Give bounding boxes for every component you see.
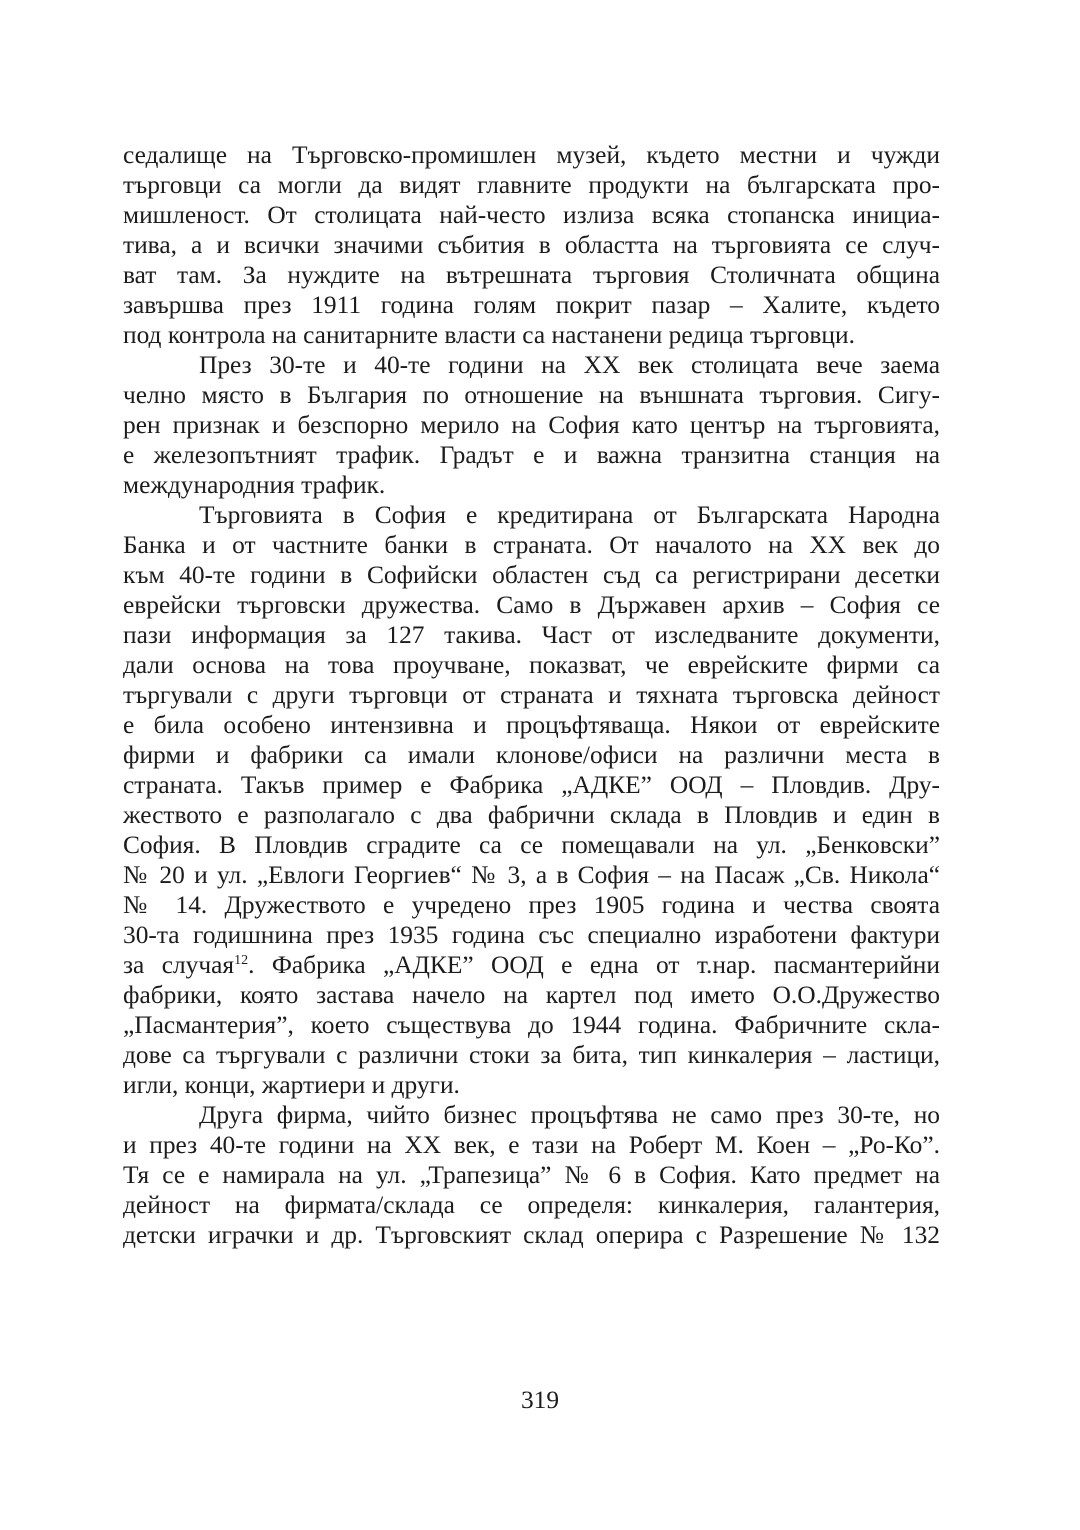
text-line: търговци са могли да видят главните продукти на българската про-	[123, 171, 940, 199]
text-line: и през 40-те години на ХХ век, е тази на Роберт М. Коен – „Ро-Ко”.	[123, 1131, 940, 1159]
page-text	[123, 140, 940, 1250]
text-line: дали основа на това проучване, показват, че еврейските фирми са	[123, 651, 940, 679]
text-line: фирми и фабрики са имали клонове/офиси на различни места в	[123, 741, 940, 769]
text-line: е била особено интензивна и процъфтяваща. Някои от еврейските	[123, 711, 940, 739]
text-line: дейност на фирмата/склада се определя: кинкалерия, галантерия,	[123, 1191, 940, 1219]
text-line: търгували с други търговци от страната и тяхната търговска дейност	[123, 681, 940, 709]
text-line: Банка и от частните банки в страната. От началото на ХХ век до	[123, 531, 940, 559]
text-line: игли, конци, жартиери и други.	[123, 1071, 460, 1099]
text-line: рен признак и безспорно мерило на София като център на търговията,	[123, 411, 940, 439]
text-line: еврейски търговски дружества. Само в Държавен архив – София се	[123, 591, 940, 619]
text-line: София. В Пловдив сградите са се помещавали на ул. „Бенковски”	[123, 831, 940, 859]
text-line: Друга фирма, чийто бизнес процъфтява не само през 30-те, но	[199, 1101, 940, 1129]
text-line: е железопътният трафик. Градът е и важна транзитна станция на	[123, 441, 940, 469]
text-line: пази информация за 127 такива. Част от изследваните документи,	[123, 621, 940, 649]
text-line-with-footnote	[123, 950, 940, 980]
text-line: № 20 и ул. „Евлоги Георгиев“ № 3, а в София – на Пасаж „Св. Никола“	[123, 861, 940, 889]
page-number: 319	[520, 1386, 560, 1414]
text-line: ват там. За нуждите на вътрешната търговия Столичната община	[123, 261, 940, 289]
footnote-reference: 12	[234, 953, 249, 968]
text-line: мишленост. От столицата най-често излиза всяка стопанска инициа-	[123, 201, 940, 229]
text-line: Търговията в София е кредитирана от Българската Народна	[199, 501, 940, 529]
text-line: фабрики, която застава начело на картел под името О.О.Дружество	[123, 981, 940, 1009]
text-line: детски играчки и др. Търговският склад оперира с Разрешение № 132	[123, 1221, 940, 1249]
text-line: тива, а и всички значими събития в областта на търговията се случ-	[123, 231, 940, 259]
text-line: страната. Такъв пример е Фабрика „АДКЕ” ООД – Пловдив. Дру-	[123, 771, 940, 799]
text-line: завършва през 1911 година голям покрит пазар – Халите, където	[123, 291, 940, 319]
text-line: „Пасмантерия”, което съществува до 1944 година. Фабричните скла-	[123, 1011, 940, 1039]
text-line: жеството е разполагало с два фабрични склада в Пловдив и един в	[123, 801, 940, 829]
text-line-rest: . Фабрика „АДКЕ” ООД е една от т.нар. пасмантерийни	[248, 951, 940, 979]
text-line: челно място в България по отношение на външната търговия. Сигу-	[123, 381, 940, 409]
text-line: към 40-те години в Софийски областен съд са регистрирани десетки	[123, 561, 940, 589]
text-line: седалище на Търговско-промишлен музей, където местни и чужди	[123, 141, 940, 169]
text-line: През 30-те и 40-те години на ХХ век столицата вече заема	[199, 351, 940, 379]
text-line: 30-та годишнина през 1935 година със специално изработени фактури	[123, 921, 940, 949]
text-line: № 14. Дружеството е учредено през 1905 година и чества своята	[123, 891, 940, 919]
text-line: дове са търгували с различни стоки за бита, тип кинкалерия – ластици,	[123, 1041, 940, 1069]
text-line: международния трафик.	[123, 471, 386, 499]
text-line: под контрола на санитарните власти са настанени редица търговци.	[123, 321, 855, 349]
text-line-start: за случая	[123, 951, 235, 979]
text-line: Тя се е намирала на ул. „Трапезица” № 6 в София. Като предмет на	[123, 1161, 940, 1189]
